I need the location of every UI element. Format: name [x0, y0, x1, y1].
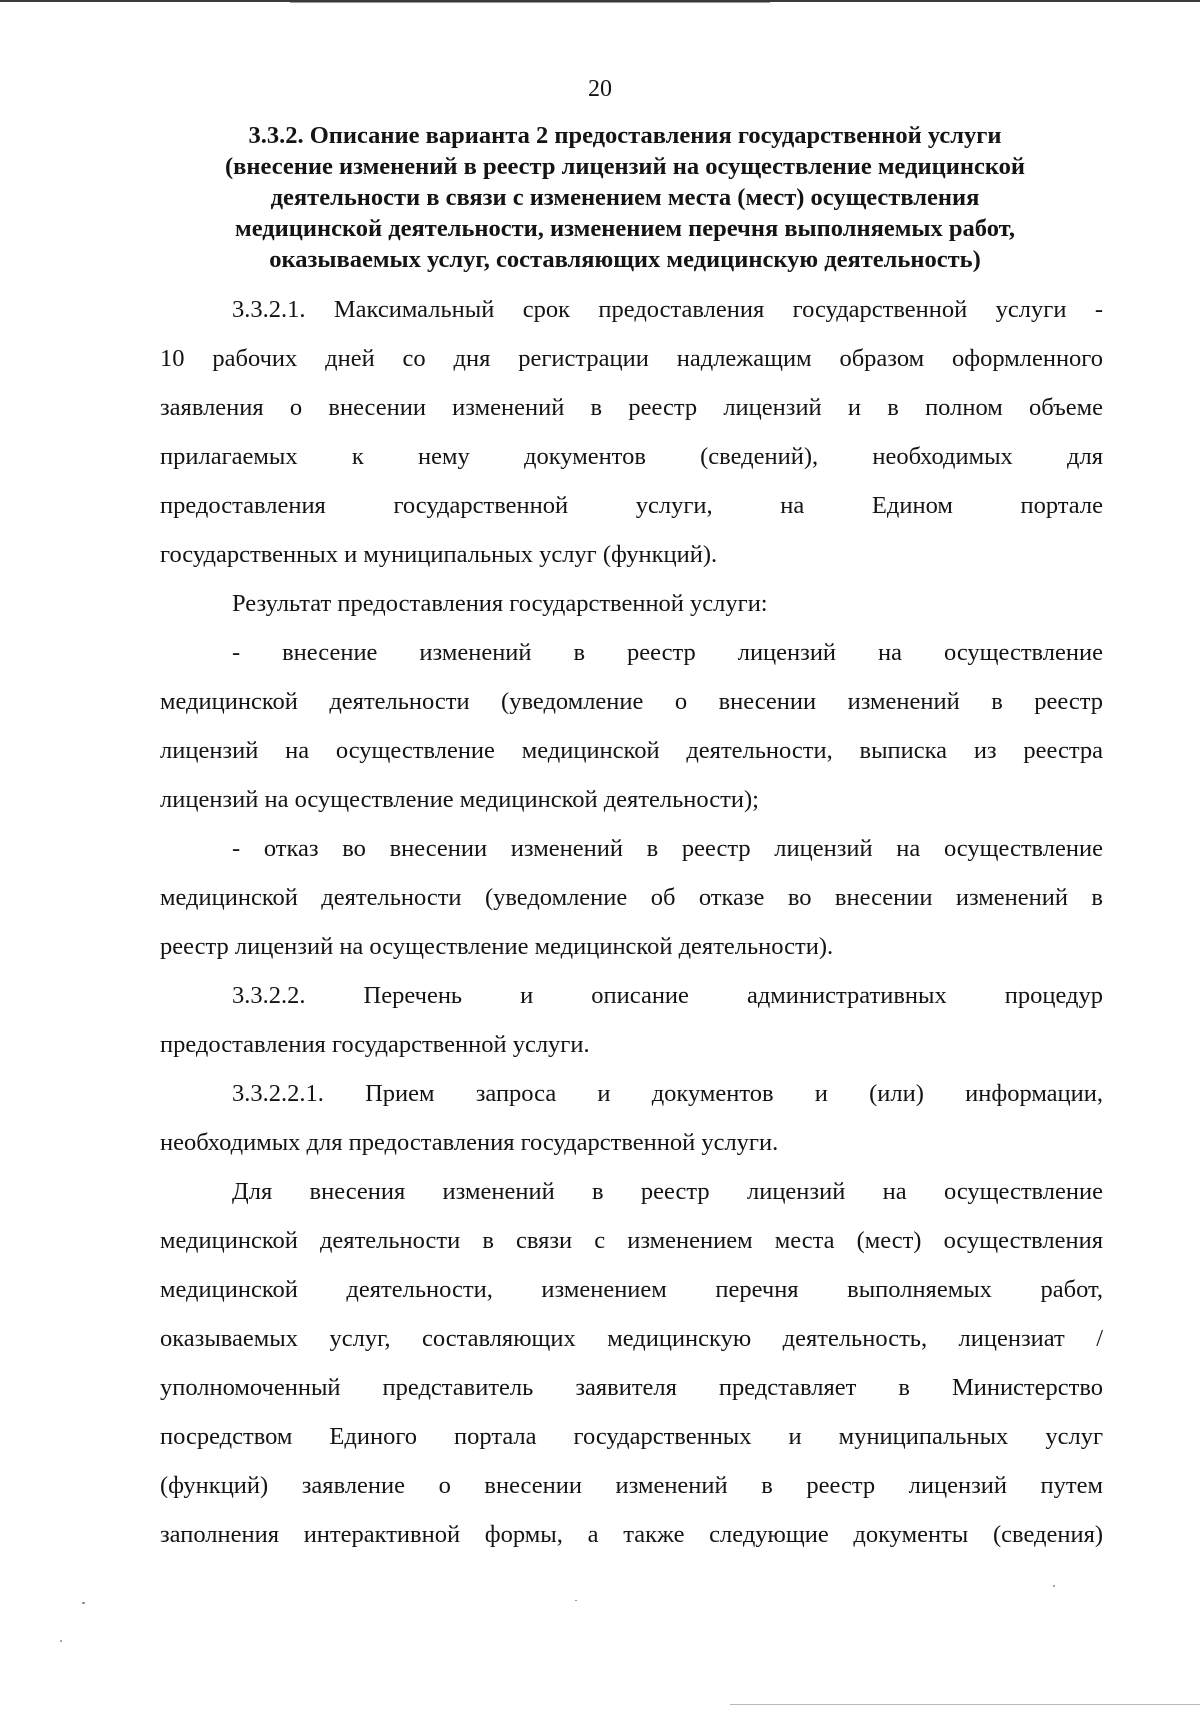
- paragraph-line: 10 рабочих дней со дня регистрации надлежащим образом оформленного: [160, 345, 1103, 372]
- paragraph-line: посредством Единого портала государственных и муниципальных услуг: [160, 1423, 1103, 1450]
- heading-line: 3.3.2. Описание варианта 2 предоставления государственной услуги: [248, 122, 1002, 149]
- scan-speck: [575, 1600, 577, 1601]
- list-item-line: - отказ во внесении изменений в реестр лицензий на осуществление: [232, 835, 1103, 862]
- paragraph-line: (функций) заявление о внесении изменений в реестр лицензий путем: [160, 1472, 1103, 1499]
- paragraph-line: заявления о внесении изменений в реестр лицензий и в полном объеме: [160, 394, 1103, 421]
- paragraph-line: 3.3.2.2. Перечень и описание административных процедур: [232, 982, 1103, 1009]
- section-heading: [150, 120, 1100, 275]
- list-item-line: - внесение изменений в реестр лицензий на осуществление: [232, 639, 1103, 666]
- paragraph-line: предоставления государственной услуги, на Едином портале: [160, 492, 1103, 519]
- paragraph-line: оказываемых услуг, составляющих медицинскую деятельность, лицензиат /: [160, 1325, 1103, 1352]
- scan-speck: [60, 1640, 62, 1642]
- paragraph-line: Для внесения изменений в реестр лицензий на осуществление: [232, 1178, 1103, 1205]
- scan-speck: [82, 1602, 85, 1604]
- paragraph-line: 3.3.2.1. Максимальный срок предоставления государственной услуги -: [232, 296, 1103, 323]
- scan-edge-line: [290, 2, 770, 3]
- paragraph-line: необходимых для предоставления государственной услуги.: [160, 1129, 779, 1156]
- heading-line: деятельности в связи с изменением места (мест) осуществления: [270, 184, 980, 211]
- paragraph-line: медицинской деятельности в связи с изменением места (мест) осуществления: [160, 1227, 1103, 1254]
- list-item-line: лицензий на осуществление медицинской деятельности);: [160, 786, 759, 813]
- heading-line: медицинской деятельности, изменением перечня выполняемых работ,: [235, 215, 1015, 242]
- paragraph-line: медицинской деятельности, изменением перечня выполняемых работ,: [160, 1276, 1103, 1303]
- paragraph-line: прилагаемых к нему документов (сведений), необходимых для: [160, 443, 1103, 470]
- paragraph-line: заполнения интерактивной формы, а также следующие документы (сведения): [160, 1521, 1103, 1548]
- paragraph-line: 3.3.2.2.1. Прием запроса и документов и (или) информации,: [232, 1080, 1103, 1107]
- scan-speck: [1053, 1585, 1055, 1587]
- list-item-line: медицинской деятельности (уведомление об отказе во внесении изменений в: [160, 884, 1103, 911]
- paragraph-line: предоставления государственной услуги.: [160, 1031, 590, 1058]
- page-number: 20: [588, 76, 612, 102]
- list-item-line: медицинской деятельности (уведомление о внесении изменений в реестр: [160, 688, 1103, 715]
- scan-edge-line: [730, 1704, 1200, 1705]
- paragraph-line: государственных и муниципальных услуг (функций).: [160, 541, 718, 568]
- list-item-line: лицензий на осуществление медицинской деятельности, выписка из реестра: [160, 737, 1103, 764]
- list-item-line: реестр лицензий на осуществление медицинской деятельности).: [160, 933, 834, 960]
- heading-line: (внесение изменений в реестр лицензий на осуществление медицинской: [225, 153, 1025, 180]
- paragraph-line: Результат предоставления государственной услуги:: [232, 590, 768, 617]
- heading-line: оказываемых услуг, составляющих медицинскую деятельность): [269, 246, 981, 273]
- paragraph-line: уполномоченный представитель заявителя представляет в Министерство: [160, 1374, 1103, 1401]
